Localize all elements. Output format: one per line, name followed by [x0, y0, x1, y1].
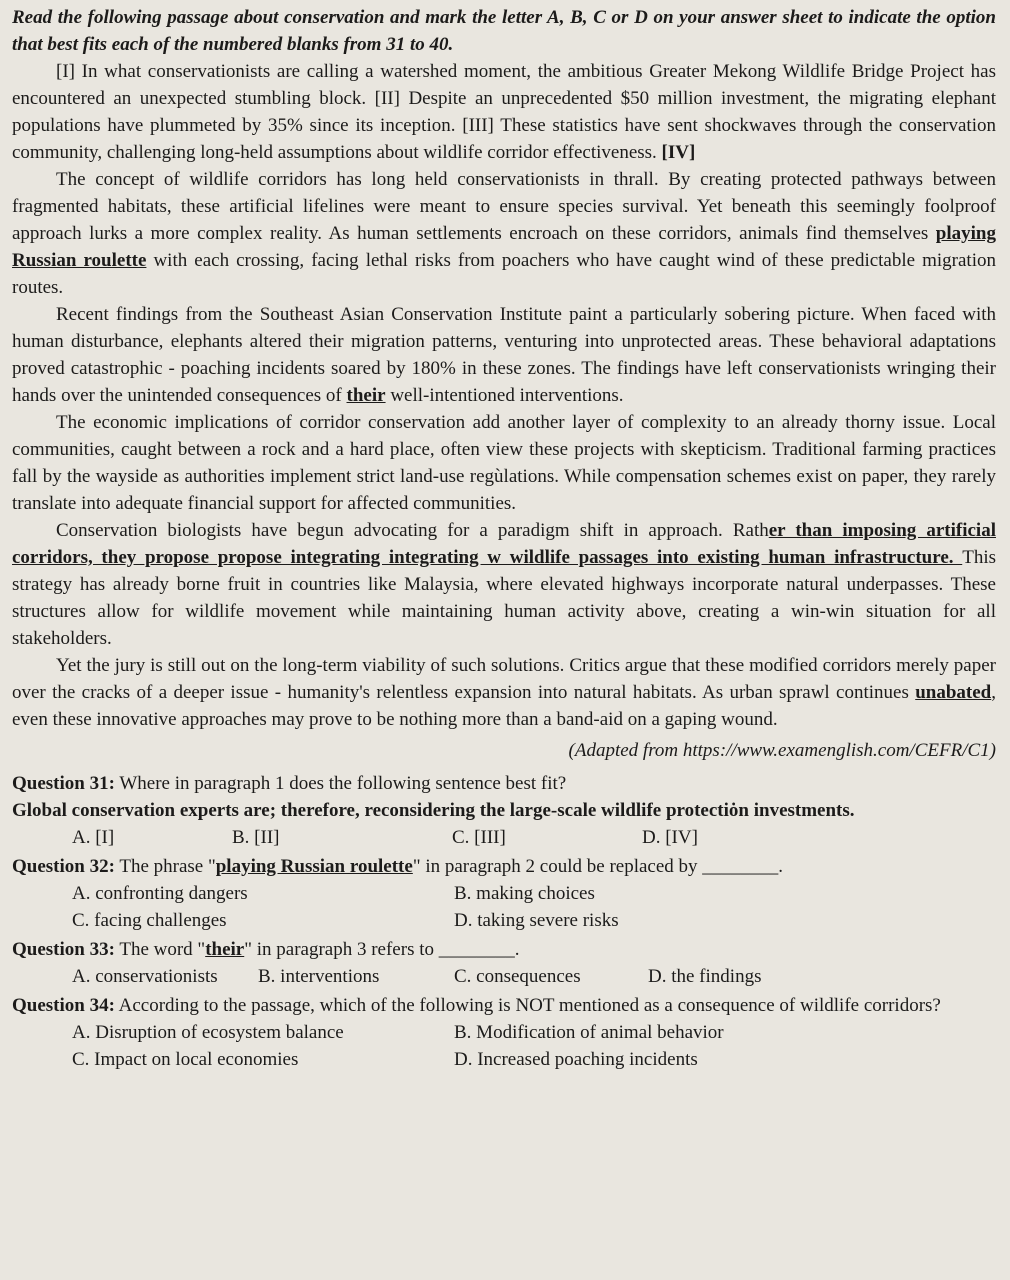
- option-c[interactable]: C. Impact on local economies: [72, 1049, 299, 1070]
- paragraph-5: Conservation biologists have begun advocating for a paradigm shift in approach. Rather than imposing artificial corridors, they propose propose integrating integrating w wildlife passages into existing human infrastructure. This strategy has already borne fruit in countries like Malaysia, where elevated highways incorporate natural underpasses. These structures allow for wildlife movement while maintaining human activity above, creating a win-win situation for all stakeholders.: [12, 520, 996, 649]
- option-d[interactable]: D. taking severe risks: [454, 910, 619, 931]
- phrase-russian-roulette: playing Russian roulette: [12, 223, 996, 271]
- marker-4: [IV]: [661, 142, 696, 163]
- option-a[interactable]: A. Disruption of ecosystem balance: [72, 1022, 344, 1043]
- instructions: Read the following passage about conservation and mark the letter A, B, C or D on your answer sheet to indicate the option that best fits each of the numbered blanks from 31 to 40.: [12, 7, 996, 55]
- paragraph-6: Yet the jury is still out on the long-term viability of such solutions. Critics argue that these modified corridors merely paper over the cracks of a deeper issue - humanity's relentless expansion into natural habitats. As urban sprawl continues unabated, even these innovative approaches may prove to be nothing more than a band-aid on a gaping wound.: [12, 655, 996, 730]
- inserted-sentence: Global conservation experts are; therefore, reconsidering the large-scale wildlife protectiȯn investments.: [12, 800, 855, 821]
- word-their: their: [346, 385, 386, 406]
- question-34: [12, 992, 996, 1073]
- option-b[interactable]: B. interventions: [258, 966, 380, 987]
- options: [12, 824, 996, 851]
- question-stem: Question 33: The word "their" in paragraph 3 refers to ________.: [12, 939, 520, 960]
- paragraph-4: The economic implications of corridor conservation add another layer of complexity to an already thorny issue. Local communities, caught between a rock and a hard place, often view these projects with skepticism. Traditional farming practices fall by the wayside as authorities implement strict land-use regùlations. While compensation schemes exist on paper, they rarely translate into adequate financial support for affected communities.: [12, 412, 996, 514]
- marker-2: [II]: [374, 88, 400, 109]
- question-32: [12, 853, 996, 934]
- option-a[interactable]: A. conservationists: [72, 966, 218, 987]
- option-a[interactable]: A. confronting dangers: [72, 883, 248, 904]
- paragraph-1: [I] In what conservationists are calling a watershed moment, the ambitious Greater Mekong Wildlife Bridge Project has encountered an unexpected stumbling block. [II] Despite an unprecedented $50 million investment, the migrating elephant populations have plummeted by 35% since its inception. [III] These statistics have sent shockwaves through the conservation community, challenging long-held assumptions about wildlife corridor effectiveness. [IV]: [12, 61, 996, 163]
- option-a[interactable]: A. [I]: [72, 827, 115, 848]
- question-stem: Question 31: Where in paragraph 1 does the following sentence best fit?: [12, 773, 567, 794]
- option-b[interactable]: B. making choices: [454, 883, 595, 904]
- question-stem: Question 34: According to the passage, which of the following is NOT mentioned as a consequence of wildlife corridors?: [12, 995, 941, 1016]
- options: [12, 963, 996, 990]
- paragraph-2: The concept of wildlife corridors has long held conservationists in thrall. By creating protected pathways between fragmented habitats, these artificial lifelines were meant to ensure species survival. Yet beneath this seemingly foolproof approach lurks a more complex reality. As human settlements encroach on these corridors, animals find themselves playing Russian roulette with each crossing, facing lethal risks from poachers who have caught wind of these predictable migration routes.: [12, 169, 996, 298]
- option-c[interactable]: C. facing challenges: [72, 910, 227, 931]
- marker-1: [I]: [56, 61, 75, 82]
- option-d[interactable]: D. [IV]: [642, 827, 698, 848]
- option-c[interactable]: C. [III]: [452, 827, 506, 848]
- question-31: [12, 770, 996, 851]
- option-b[interactable]: B. [II]: [232, 827, 280, 848]
- underlined-sentence: er than imposing artificial corridors, they propose propose integrating integrating w wildlife passages into existing human infrastructure.: [12, 520, 996, 568]
- question-stem: Question 32: The phrase "playing Russian roulette" in paragraph 2 could be replaced by ________.: [12, 856, 784, 877]
- options: [12, 1019, 996, 1073]
- option-c[interactable]: C. consequences: [454, 966, 581, 987]
- paragraph-3: Recent findings from the Southeast Asian Conservation Institute paint a particularly sobering picture. When faced with human disturbance, elephants altered their migration patterns, venturing into unprotected areas. These behavioral adaptations proved catastrophic - poaching incidents soared by 180% in these zones. The findings have left conservationists wringing their hands over the unintended consequences of their well-intentioned interventions.: [12, 304, 996, 406]
- source-citation: (Adapted from https://www.examenglish.com/CEFR/C1): [568, 740, 996, 761]
- question-33: [12, 936, 996, 990]
- option-b[interactable]: B. Modification of animal behavior: [454, 1022, 724, 1043]
- marker-3: [III]: [462, 115, 494, 136]
- option-d[interactable]: D. Increased poaching incidents: [454, 1049, 698, 1070]
- options: [12, 880, 996, 934]
- word-unabated: unabated: [915, 682, 992, 703]
- option-d[interactable]: D. the findings: [648, 966, 762, 987]
